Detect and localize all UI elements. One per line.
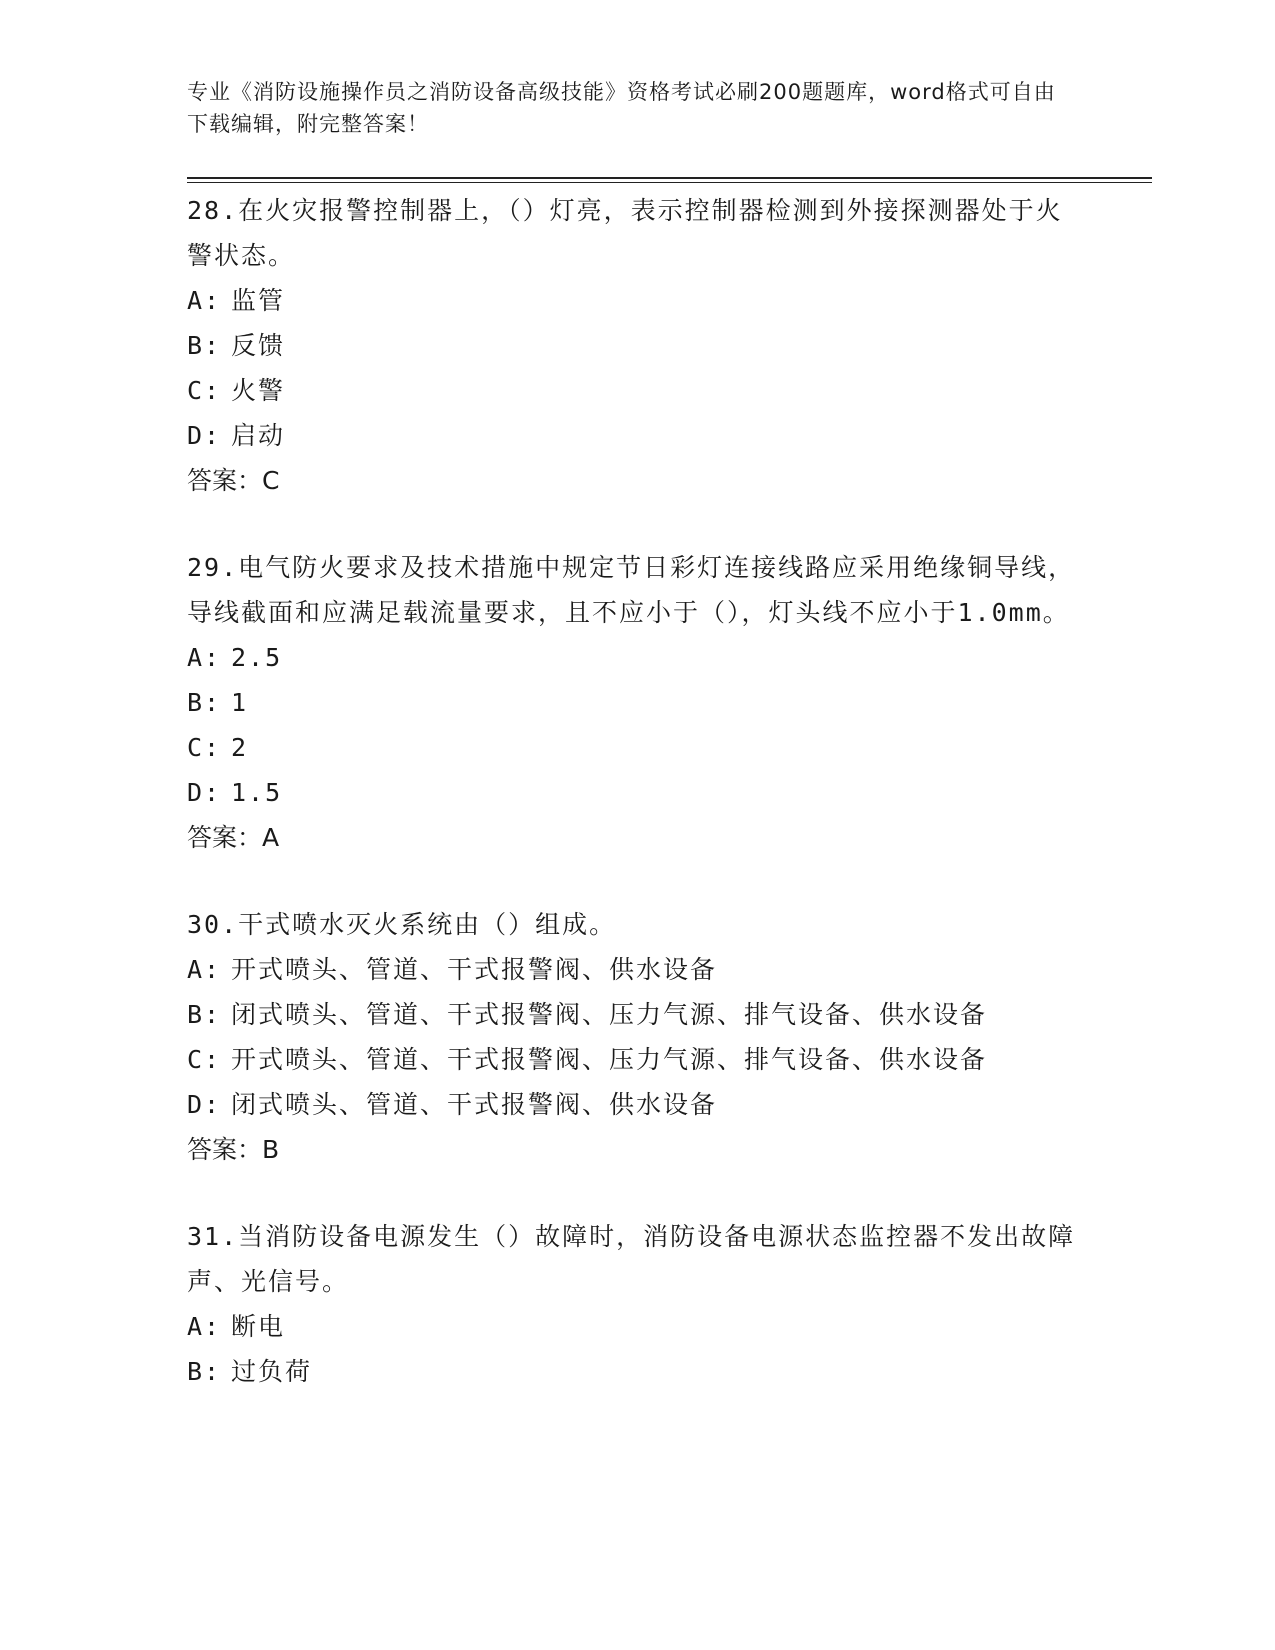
option-key: D: [187, 1090, 222, 1119]
option-text: 2.5 [231, 643, 283, 672]
option-a [187, 947, 1087, 992]
option-key: A: [187, 286, 222, 315]
option-text: 反馈 [231, 331, 286, 360]
option-key: D: [187, 421, 222, 450]
option-text: 闭式喷头、管道、干式报警阀、供水设备 [231, 1090, 718, 1119]
option-key: B: [187, 1000, 222, 1029]
option-text: 1.5 [231, 778, 283, 807]
option-text: 过负荷 [231, 1357, 313, 1386]
option-key: B: [187, 331, 222, 360]
question-29 [187, 545, 1087, 860]
option-key: C: [187, 733, 222, 762]
option-text: 启动 [231, 421, 286, 450]
option-c [187, 368, 1087, 413]
question-28 [187, 188, 1087, 503]
question-stem: 30.干式喷水灭火系统由（）组成。 [187, 910, 617, 939]
answer: 答案：B [187, 1135, 280, 1164]
option-text: 闭式喷头、管道、干式报警阀、压力气源、排气设备、供水设备 [231, 1000, 988, 1029]
option-text: 开式喷头、管道、干式报警阀、供水设备 [231, 955, 718, 984]
option-text: 2 [231, 733, 249, 762]
option-key: A: [187, 955, 222, 984]
option-key: C: [187, 376, 222, 405]
option-b [187, 992, 1087, 1037]
question-stem: 29.电气防火要求及技术措施中规定节日彩灯连接线路应采用绝缘铜导线，导线截面和应满足载流量要求，且不应小于（），灯头线不应小于1.0mm。 [187, 553, 1076, 627]
document-header: 专业《消防设施操作员之消防设备高级技能》资格考试必刷200题题库，word格式可自由下载编辑，附完整答案！ [187, 80, 1056, 136]
question-list [187, 188, 1087, 1436]
answer: 答案：C [187, 466, 280, 495]
option-a [187, 635, 1087, 680]
option-d [187, 413, 1087, 458]
option-text: 监管 [231, 286, 286, 315]
option-key: B: [187, 688, 222, 717]
question-stem: 28.在火灾报警控制器上，（）灯亮，表示控制器检测到外接探测器处于火警状态。 [187, 196, 1063, 270]
header-rule-thin [187, 182, 1152, 183]
option-d [187, 1082, 1087, 1127]
option-key: A: [187, 1312, 222, 1341]
header-rule-thick [187, 177, 1152, 179]
question-stem: 31.当消防设备电源发生（）故障时，消防设备电源状态监控器不发出故障声、光信号。 [187, 1222, 1076, 1296]
option-a [187, 278, 1087, 323]
option-b [187, 680, 1087, 725]
option-text: 1 [231, 688, 249, 717]
option-key: D: [187, 778, 222, 807]
option-b [187, 1349, 1087, 1394]
option-text: 断电 [231, 1312, 286, 1341]
option-c [187, 1037, 1087, 1082]
option-c [187, 725, 1087, 770]
option-b [187, 323, 1087, 368]
option-text: 火警 [231, 376, 286, 405]
option-key: C: [187, 1045, 222, 1074]
question-31 [187, 1214, 1087, 1394]
question-30 [187, 902, 1087, 1172]
answer: 答案：A [187, 823, 280, 852]
option-key: B: [187, 1357, 222, 1386]
option-d [187, 770, 1087, 815]
option-key: A: [187, 643, 222, 672]
option-text: 开式喷头、管道、干式报警阀、压力气源、排气设备、供水设备 [231, 1045, 988, 1074]
option-a [187, 1304, 1087, 1349]
